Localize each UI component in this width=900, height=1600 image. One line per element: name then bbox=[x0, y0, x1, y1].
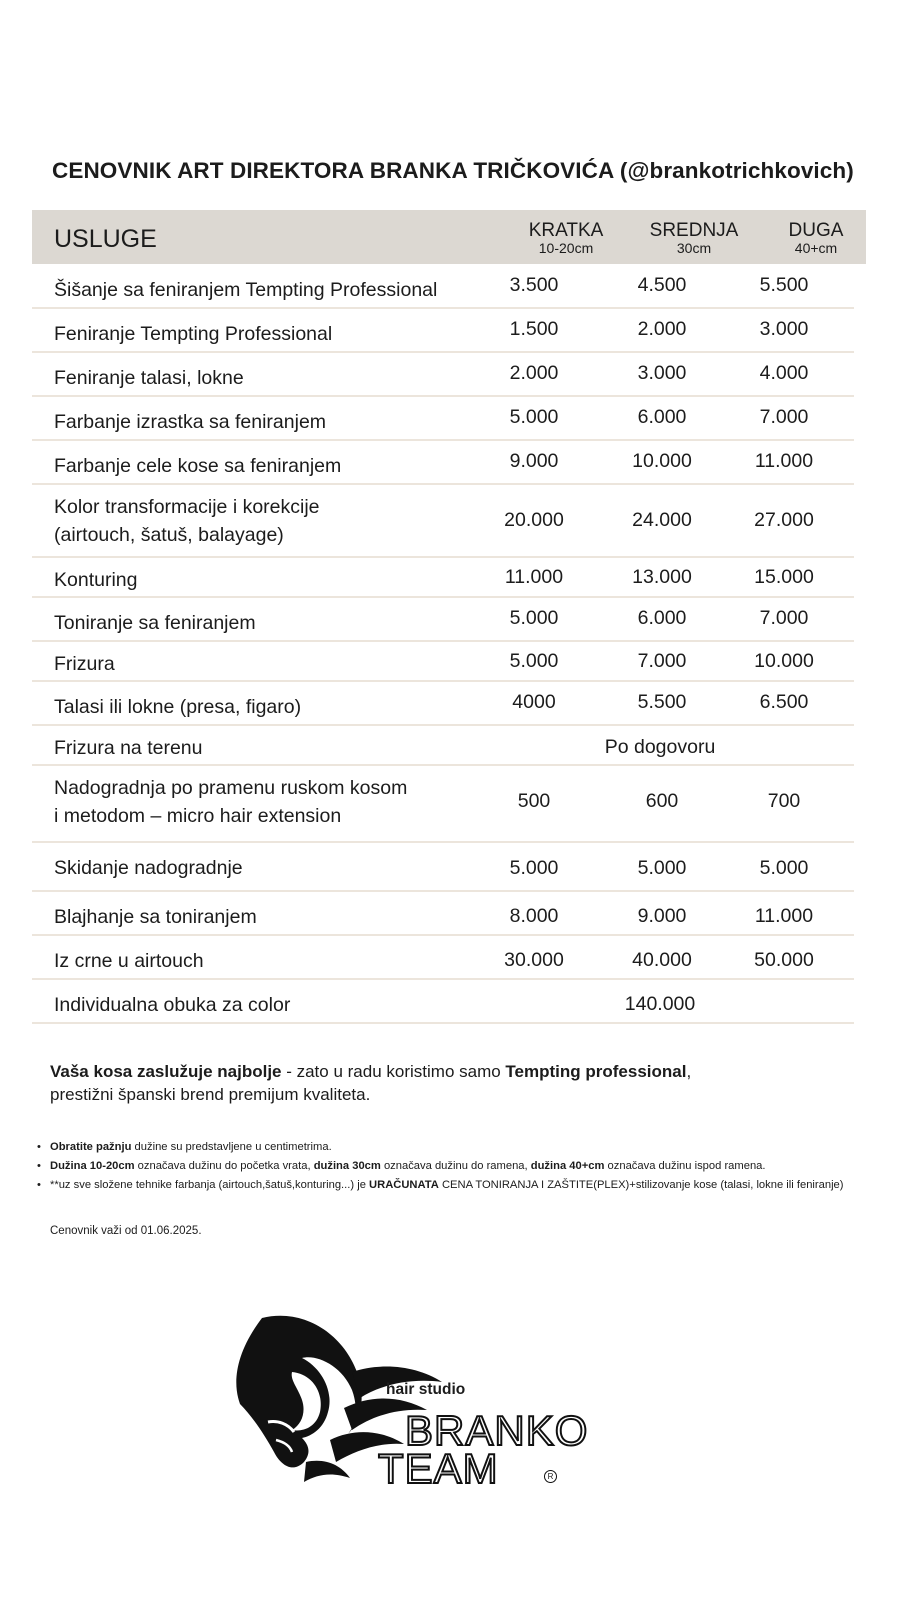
table-row bbox=[32, 766, 854, 843]
column-header-short: KRATKA 10-20cm bbox=[528, 220, 604, 256]
price-short: 1.500 bbox=[509, 318, 559, 340]
service-name: Talasi ili lokne (presa, figaro) bbox=[54, 696, 302, 718]
service-name: Blajhanje sa toniranjem bbox=[54, 906, 257, 928]
price-medium: 600 bbox=[645, 790, 679, 812]
price-long: 11.000 bbox=[754, 450, 814, 472]
price-flat: 140.000 bbox=[624, 993, 696, 1015]
price-short: 11.000 bbox=[504, 566, 564, 588]
price-long: 6.500 bbox=[759, 691, 809, 713]
price-medium: 13.000 bbox=[632, 566, 692, 588]
service-name: Individualna obuka za color bbox=[54, 994, 291, 1016]
price-by-agreement: Po dogovoru bbox=[604, 736, 716, 758]
service-name: Konturing bbox=[54, 569, 138, 591]
price-medium: 6.000 bbox=[637, 406, 687, 428]
price-medium: 24.000 bbox=[632, 509, 692, 531]
table-row bbox=[32, 485, 854, 558]
service-name: Feniranje talasi, lokne bbox=[54, 367, 244, 389]
price-long: 700 bbox=[767, 790, 801, 812]
price-medium: 3.000 bbox=[637, 362, 687, 384]
price-long: 50.000 bbox=[754, 949, 814, 971]
note-item: • **uz sve složene tehnike farbanja (airtouch,šatuš,konturing...) je URAČUNATA CENA TONIRANJA I ZAŠTITE(PLEX)+stilizovanje kose (talasi, lokne ili feniranje) bbox=[50, 1176, 886, 1195]
price-long: 11.000 bbox=[754, 905, 814, 927]
price-short: 3.500 bbox=[509, 274, 559, 296]
price-long: 7.000 bbox=[759, 607, 809, 629]
price-long: 10.000 bbox=[754, 650, 814, 672]
note-item: • Obratite pažnju dužine su predstavljene u centimetrima. bbox=[50, 1138, 886, 1157]
table-row bbox=[32, 892, 854, 936]
table-row bbox=[32, 843, 854, 892]
service-name: Feniranje Tempting Professional bbox=[54, 323, 333, 345]
price-medium: 5.000 bbox=[637, 857, 687, 879]
registered-mark-icon: R bbox=[544, 1470, 557, 1483]
column-header-medium: SREDNJA 30cm bbox=[649, 220, 739, 256]
service-name: Farbanje cele kose sa feniranjem bbox=[54, 455, 342, 477]
valid-from-text: Cenovnik važi od 01.06.2025. bbox=[50, 1225, 202, 1237]
service-name: Nadogradnja po pramenu ruskom kosom i metodom – micro hair extension bbox=[54, 777, 408, 827]
price-long: 7.000 bbox=[759, 406, 809, 428]
table-row bbox=[32, 441, 854, 485]
price-medium: 7.000 bbox=[637, 650, 687, 672]
table-row bbox=[32, 265, 854, 309]
service-name: Iz crne u airtouch bbox=[54, 950, 204, 972]
price-short: 5.000 bbox=[509, 650, 559, 672]
services-column-header: USLUGE bbox=[54, 225, 157, 253]
price-long: 15.000 bbox=[754, 566, 814, 588]
service-name: Frizura na terenu bbox=[54, 737, 203, 759]
price-long: 4.000 bbox=[759, 362, 809, 384]
price-table bbox=[32, 265, 854, 1024]
price-medium: 4.500 bbox=[637, 274, 687, 296]
service-name: Toniranje sa feniranjem bbox=[54, 612, 256, 634]
logo-wordmark-line2: TEAM bbox=[378, 1445, 499, 1492]
price-short: 5.000 bbox=[509, 406, 559, 428]
price-short: 2.000 bbox=[509, 362, 559, 384]
table-row bbox=[32, 397, 854, 441]
service-name: Farbanje izrastka sa feniranjem bbox=[54, 411, 327, 433]
price-long: 5.500 bbox=[759, 274, 809, 296]
price-short: 5.000 bbox=[509, 607, 559, 629]
page-title: CENOVNIK ART DIREKTORA BRANKA TRIČKOVIĆA (@brankotrichkovich) bbox=[52, 158, 854, 183]
table-row bbox=[32, 980, 854, 1024]
price-short: 8.000 bbox=[509, 905, 559, 927]
price-short: 20.000 bbox=[504, 509, 564, 531]
table-row bbox=[32, 598, 854, 642]
price-long: 3.000 bbox=[759, 318, 809, 340]
promo-text: Vaša kosa zaslužuje najbolje - zato u radu koristimo samo Tempting professional, prestižni španski brend premijum kvaliteta. bbox=[50, 1062, 692, 1104]
price-short: 30.000 bbox=[504, 949, 564, 971]
table-row bbox=[32, 726, 854, 766]
table-row bbox=[32, 353, 854, 397]
service-name: Kolor transformacije i korekcije (airtouch, šatuš, balayage) bbox=[54, 496, 320, 546]
price-medium: 40.000 bbox=[632, 949, 692, 971]
price-medium: 6.000 bbox=[637, 607, 687, 629]
logo-tagline: hair studio bbox=[386, 1381, 466, 1398]
table-row bbox=[32, 309, 854, 353]
price-medium: 10.000 bbox=[632, 450, 692, 472]
table-row bbox=[32, 682, 854, 726]
table-row bbox=[32, 558, 854, 598]
price-short: 4000 bbox=[512, 691, 556, 713]
price-short: 5.000 bbox=[509, 857, 559, 879]
price-short: 500 bbox=[517, 790, 551, 812]
service-name: Skidanje nadogradnje bbox=[54, 857, 243, 879]
price-medium: 2.000 bbox=[637, 318, 687, 340]
logo-wordmark-line1: BRANKO bbox=[405, 1407, 589, 1454]
table-header bbox=[32, 210, 866, 264]
table-row bbox=[32, 642, 854, 682]
table-row bbox=[32, 936, 854, 980]
column-header-long: DUGA 40+cm bbox=[788, 220, 844, 256]
note-item: • Dužina 10-20cm označava dužinu do početka vrata, dužina 30cm označava dužinu do ramena, dužina 40+cm označava dužinu ispod ramena. bbox=[50, 1157, 886, 1176]
notes-list bbox=[36, 1138, 886, 1195]
price-short: 9.000 bbox=[509, 450, 559, 472]
price-medium: 9.000 bbox=[637, 905, 687, 927]
price-long: 5.000 bbox=[759, 857, 809, 879]
price-medium: 5.500 bbox=[637, 691, 687, 713]
service-name: Frizura bbox=[54, 653, 115, 675]
service-name: Šišanje sa feniranjem Tempting Professional bbox=[54, 279, 438, 301]
price-long: 27.000 bbox=[754, 509, 814, 531]
